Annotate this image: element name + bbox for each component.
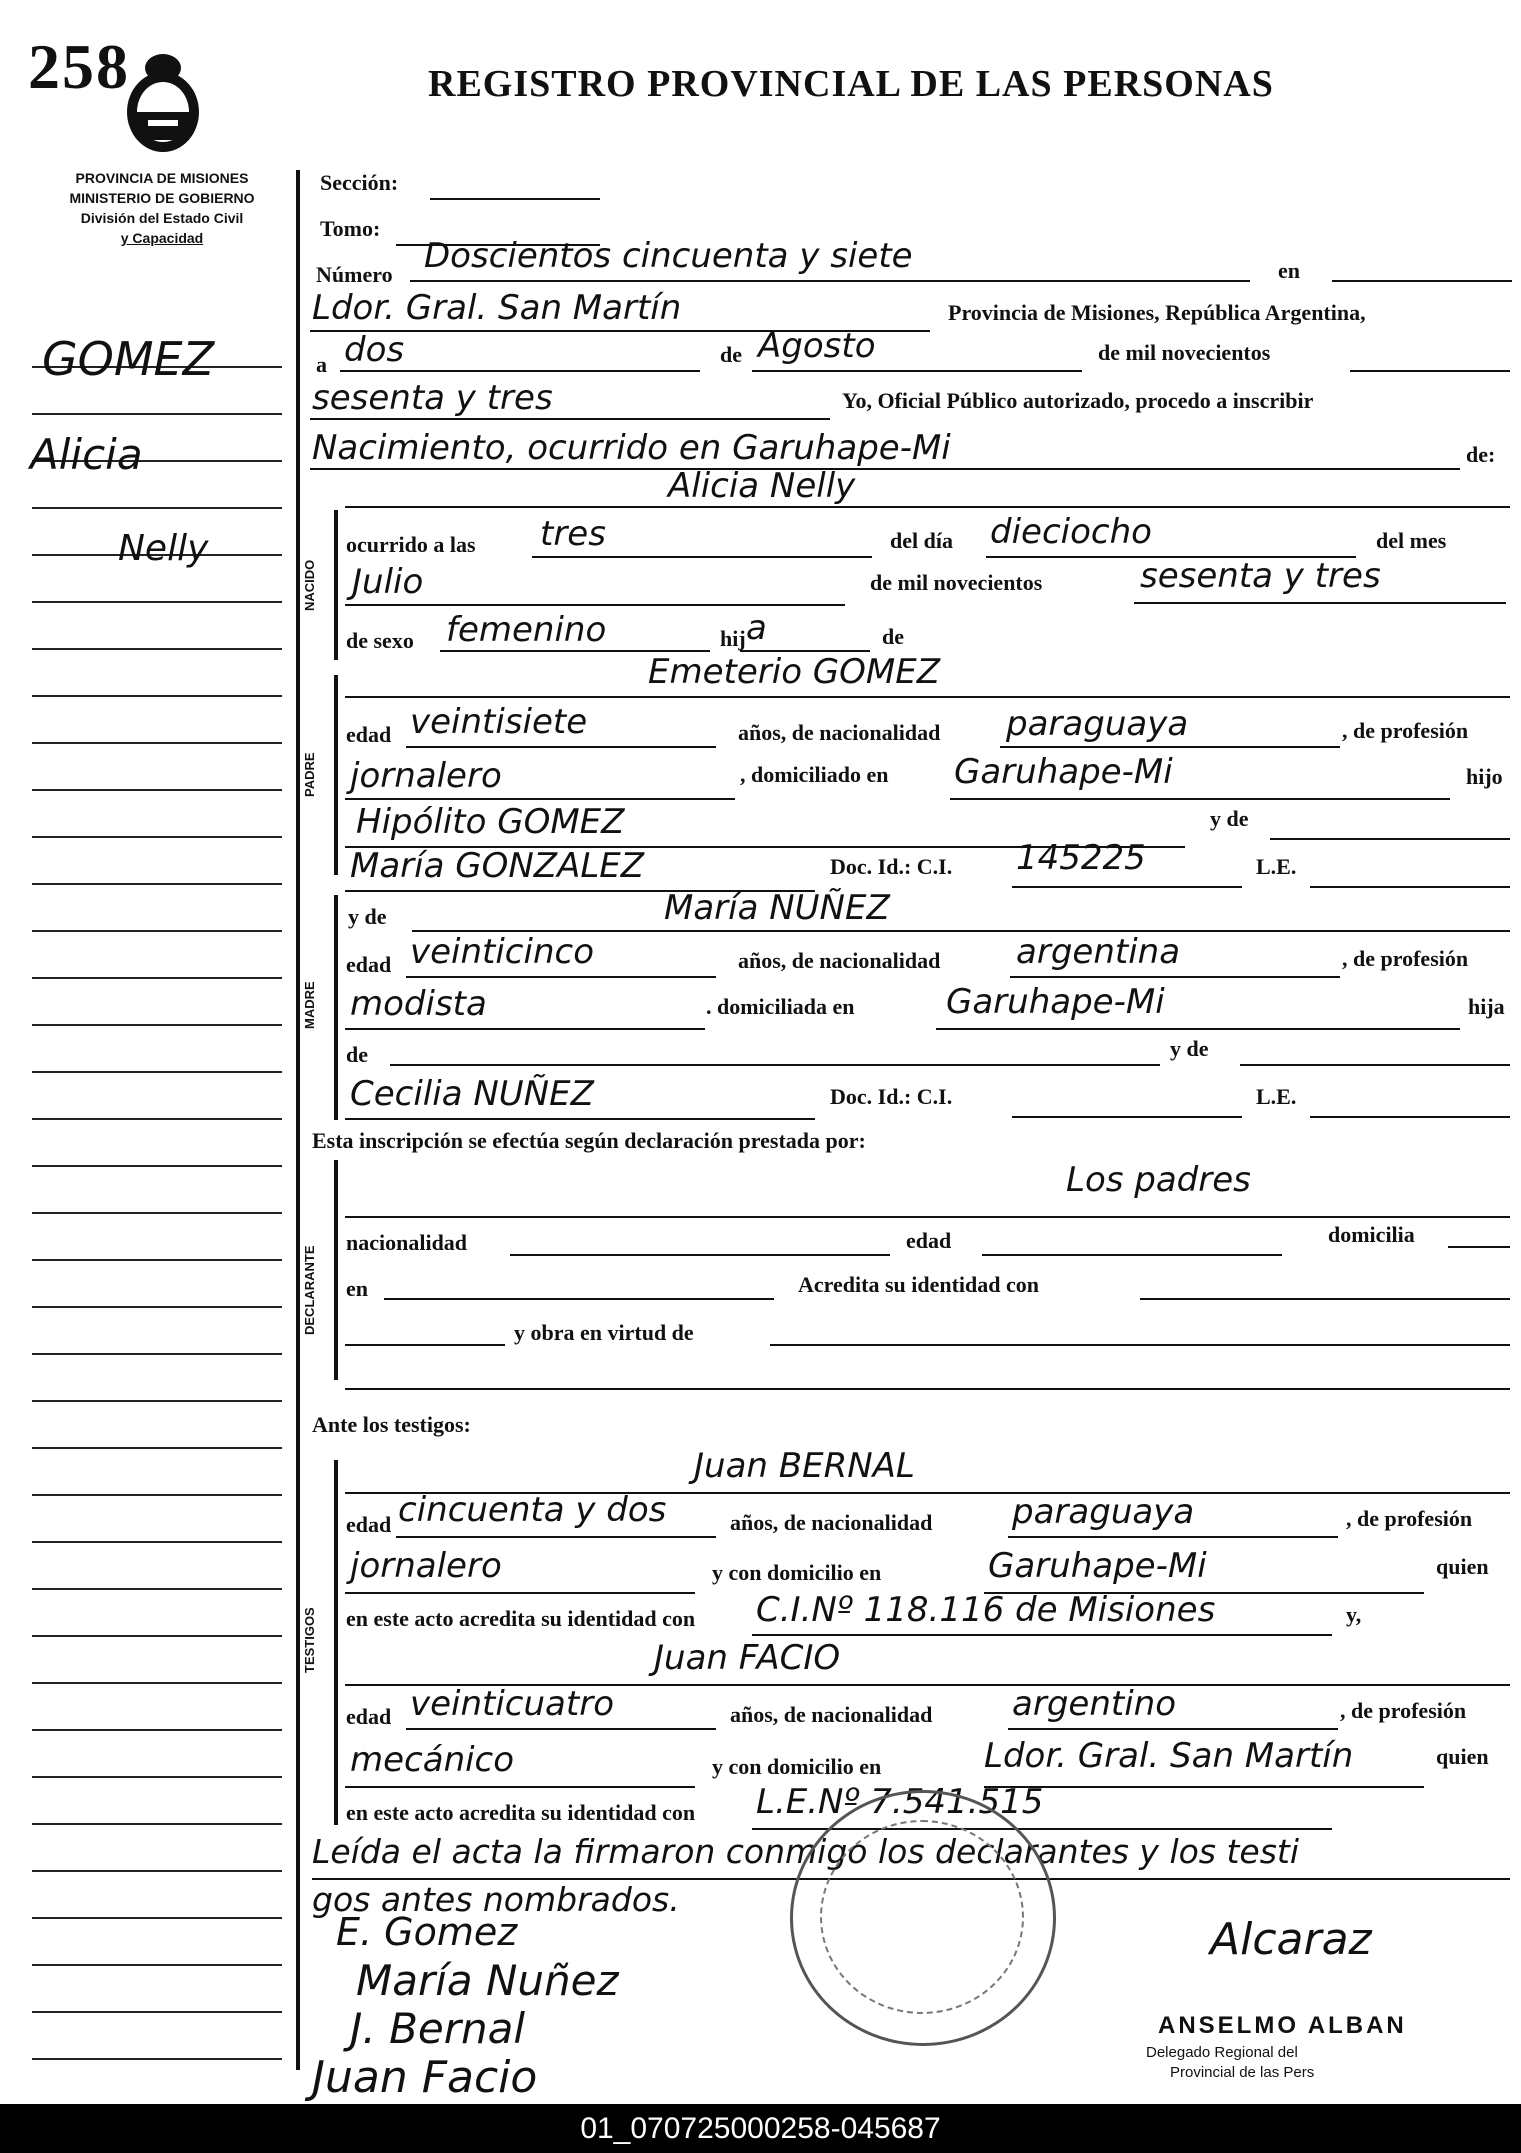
t1-value: Juan BERNAL (694, 1446, 915, 1486)
t2-prof-value: mecánico (350, 1740, 515, 1780)
padre-value: Emeterio GOMEZ (648, 652, 941, 692)
padre-label: PADRE (302, 752, 317, 798)
margin-line (32, 1447, 282, 1449)
obra-field (770, 1314, 1510, 1346)
padre-edad-value: veintisiete (410, 702, 588, 742)
madre-edad-value: veinticinco (410, 932, 594, 972)
declarante-bracket (334, 1160, 338, 1380)
decl-pre-field (345, 1314, 505, 1346)
hij-label: hij (720, 626, 746, 651)
anio-field-a (1350, 340, 1510, 372)
dia-nac-value: dieciocho (990, 512, 1152, 552)
de-label: de (720, 342, 742, 367)
madre-de-label: de (346, 1042, 368, 1067)
signature-mother: María Nuñez (356, 1956, 619, 2005)
madre-ci-field (1012, 1086, 1242, 1118)
margin-line (32, 742, 282, 744)
margin-line (32, 1870, 282, 1872)
signature-witness-1: J. Bernal (350, 2004, 526, 2053)
declarante-field (345, 1186, 1510, 1218)
margin-line (32, 1776, 282, 1778)
hijo-label: hijo (1466, 764, 1503, 789)
padre-doc-label: Doc. Id.: C.I. (830, 854, 953, 879)
t2-quien-label: quien (1436, 1744, 1489, 1769)
de-sexo-label: de sexo (346, 628, 414, 653)
declarante-value: Los padres (1066, 1160, 1251, 1200)
hora-value: tres (540, 514, 606, 554)
numero-value: Doscientos cincuenta y siete (424, 236, 913, 276)
dia-value: dos (344, 330, 405, 370)
de-mil2-label: de mil novecientos (870, 570, 1043, 595)
decl-edad-label: edad (906, 1228, 952, 1253)
en-field (1332, 250, 1512, 282)
t2-prof-label: , de profesión (1340, 1698, 1467, 1723)
ocurrido-label: ocurrido a las (346, 532, 476, 557)
margin-line (32, 1306, 282, 1308)
madre-edad-label: edad (346, 952, 392, 977)
margin-line (32, 695, 282, 697)
hij-suffix: a (746, 608, 767, 648)
t1-prof-value: jornalero (350, 1546, 502, 1586)
official-role-1: Delegado Regional del (1146, 2044, 1298, 2061)
margin-line (32, 1024, 282, 1026)
margin-line (32, 1729, 282, 1731)
margin-line (32, 2058, 282, 2060)
margin-line (32, 2011, 282, 2013)
abuela-m-value: Cecilia NUÑEZ (350, 1074, 594, 1114)
numero-label: Número (316, 262, 393, 287)
madre-y-de-label: y de (348, 904, 387, 929)
t1-acto-label: en este acto acredita su identidad con (346, 1606, 696, 1631)
nombre-field (345, 476, 1510, 508)
division-name: División del Estado Civil (80, 210, 244, 226)
padre-dom-value: Garuhape-Mi (954, 752, 1173, 792)
t1-y-label: y, (1346, 1602, 1362, 1627)
en-label: en (1278, 258, 1300, 283)
signature-father: E. Gomez (336, 1910, 518, 1954)
madre-doc-label: Doc. Id.: C.I. (830, 1084, 953, 1109)
padre-nac-value: paraguaya (1006, 704, 1189, 744)
sexo-value: femenino (446, 610, 607, 650)
t1-edad-label: edad (346, 1512, 392, 1537)
padre-edad-label: edad (346, 722, 392, 747)
margin-first-name: Alicia (30, 430, 143, 479)
closing-note-line2: gos antes nombrados. (312, 1880, 680, 1919)
margin-line (32, 1071, 282, 1073)
margin-line (32, 601, 282, 603)
margin-line (32, 977, 282, 979)
margin-line (32, 1400, 282, 1402)
padre-le-field (1310, 856, 1510, 888)
testigos-bracket (334, 1460, 338, 1825)
margin-line (32, 1635, 282, 1637)
decl-en-label: en (346, 1276, 368, 1301)
madre-value: María NUÑEZ (664, 888, 890, 928)
abuelo-m2-field (1240, 1034, 1510, 1066)
margin-line (32, 648, 282, 650)
abuela-value: María GONZALEZ (350, 846, 645, 886)
domiciliado-label: , domiciliado en (740, 762, 889, 787)
margin-line (32, 1118, 282, 1120)
padre-le-label: L.E. (1256, 854, 1297, 879)
t2-dom-label: y con domicilio en (712, 1754, 882, 1779)
testigos-label: TESTIGOS (302, 1607, 317, 1673)
padre-bracket (334, 675, 338, 875)
margin-line (32, 1541, 282, 1543)
official-stamp-inner (820, 1820, 1024, 2014)
madre-prof-label: , de profesión (1342, 946, 1469, 971)
official-name: ANSELMO ALBAN (1158, 2012, 1407, 2039)
madre-label: MADRE (302, 981, 317, 1029)
nombre-value: Alicia Nelly (668, 466, 856, 506)
margin-line (32, 883, 282, 885)
signature-witness-2: Juan Facio (312, 2052, 538, 2103)
inscripcion-label: Esta inscripción se efectúa según declaración prestada por: (312, 1128, 866, 1153)
madre-le-label: L.E. (1256, 1084, 1297, 1109)
de-label-2: de (882, 624, 904, 649)
t2-dom-value: Ldor. Gral. San Martín (984, 1736, 1354, 1776)
t1-quien-label: quien (1436, 1554, 1489, 1579)
margin-line (32, 1964, 282, 1966)
tomo-label: Tomo: (320, 216, 381, 241)
margin-line (32, 1917, 282, 1919)
margin-line (32, 1682, 282, 1684)
abuelo-value: Hipólito GOMEZ (356, 802, 625, 842)
margin-surname: GOMEZ (42, 332, 215, 386)
scan-id-footer: 01_070725000258-045687 (0, 2104, 1521, 2153)
margin-line (32, 1165, 282, 1167)
signature-official: Alcaraz (1210, 1914, 1372, 1965)
margin-rule (296, 170, 300, 2070)
t2-nac-label: años, de nacionalidad (730, 1702, 933, 1727)
padre-nac-label: años, de nacionalidad (738, 720, 941, 745)
issuer-block (30, 168, 294, 248)
anio-nac-value: sesenta y tres (1140, 556, 1381, 596)
decl-nacionalidad-field (510, 1224, 890, 1256)
mes-nac-value: Julio (352, 562, 424, 602)
obra-label: y obra en virtud de (514, 1320, 694, 1345)
margin-line (32, 507, 282, 509)
decl-edad-field (982, 1224, 1282, 1256)
margin-line (32, 836, 282, 838)
margin-line (32, 1353, 282, 1355)
ministry-name: MINISTERIO DE GOBIERNO (69, 190, 255, 206)
de-mil-label: de mil novecientos (1098, 340, 1271, 365)
madre-nac-label: años, de nacionalidad (738, 948, 941, 973)
nacido-bracket (334, 510, 338, 660)
padre-ci-value: 145225 (1016, 838, 1146, 878)
coat-of-arms-icon (118, 46, 208, 158)
t1-prof-label: , de profesión (1346, 1506, 1473, 1531)
decl-domicilio-label: domicilia (1328, 1222, 1415, 1247)
decl-extra-field (345, 1358, 1510, 1390)
margin-line (32, 1259, 282, 1261)
province-name: PROVINCIA DE MISIONES (75, 170, 249, 186)
decl-en-field (384, 1268, 774, 1300)
padre-prof-value: jornalero (350, 756, 502, 796)
yo-label: Yo, Oficial Público autorizado, procedo a inscribir (842, 388, 1314, 413)
madre-le-field (1310, 1086, 1510, 1118)
margin-line (32, 930, 282, 932)
seccion-label: Sección: (320, 170, 399, 195)
lugar-value: Ldor. Gral. San Martín (312, 288, 682, 328)
division-capacity: y Capacidad (120, 230, 204, 246)
ante-testigos-label: Ante los testigos: (312, 1412, 471, 1437)
mes-value: Agosto (758, 326, 876, 366)
margin-line (32, 789, 282, 791)
t1-nac-value: paraguaya (1012, 1492, 1195, 1532)
document-number: 258 (28, 31, 130, 102)
t2-acto-label: en este acto acredita su identidad con (346, 1800, 696, 1825)
t2-field (345, 1654, 1510, 1686)
margin-line (32, 1212, 282, 1214)
page-title: REGISTRO PROVINCIAL DE LAS PERSONAS (428, 63, 1274, 105)
t1-dom-value: Garuhape-Mi (988, 1546, 1207, 1586)
padre-prof-label: , de profesión (1342, 718, 1469, 743)
anio-value: sesenta y tres (312, 378, 553, 418)
de-colon-label: de: (1466, 442, 1496, 467)
abuelo-m-field (390, 1034, 1160, 1066)
margin-line (32, 1588, 282, 1590)
domiciliada-label: . domiciliada en (706, 994, 855, 1019)
decl-acredita-field (1140, 1268, 1510, 1300)
t2-edad-value: veinticuatro (410, 1684, 614, 1724)
t2-edad-label: edad (346, 1704, 392, 1729)
t1-edad-value: cincuenta y dos (398, 1490, 667, 1530)
closing-note-line1: Leída el acta la firmaron conmigo los declarantes y los testi (312, 1832, 1300, 1871)
official-role-2: Provincial de las Pers (1170, 2064, 1315, 2081)
t1-nac-label: años, de nacionalidad (730, 1510, 933, 1535)
t1-dom-label: y con domicilio en (712, 1560, 882, 1585)
margin-line (32, 1494, 282, 1496)
madre-field (412, 900, 1510, 932)
nacido-label: NACIDO (302, 559, 317, 611)
margin-line (32, 413, 282, 415)
margin-second-name: Nelly (118, 528, 209, 569)
abuelo-2-field (1270, 808, 1510, 840)
t2-value: Juan FACIO (654, 1638, 841, 1678)
a-label: a (316, 352, 327, 377)
seccion-field (430, 168, 600, 200)
t2-id-value: L.E.Nº 7.541.515 (756, 1782, 1044, 1822)
provincia-label: Provincia de Misiones, República Argentina, (948, 300, 1366, 325)
t2-nac-value: argentino (1012, 1684, 1176, 1724)
decl-domicilio-field (1448, 1216, 1510, 1248)
acredita-label: Acredita su identidad con (798, 1272, 1040, 1297)
del-dia-label: del día (890, 528, 953, 553)
madre-prof-value: modista (350, 984, 487, 1024)
decl-nacionalidad-label: nacionalidad (346, 1230, 468, 1255)
acto-value: Nacimiento, ocurrido en Garuhape-Mi (312, 428, 951, 468)
madre-dom-value: Garuhape-Mi (946, 982, 1165, 1022)
y-de-label: y de (1210, 806, 1249, 831)
hija-label: hija (1468, 994, 1505, 1019)
margin-line (32, 1823, 282, 1825)
declarante-label: DECLARANTE (302, 1245, 317, 1335)
madre-nac-value: argentina (1016, 932, 1181, 972)
madre-bracket (334, 895, 338, 1120)
t1-id-value: C.I.Nº 118.116 de Misiones (756, 1590, 1216, 1630)
del-mes-label: del mes (1376, 528, 1447, 553)
madre-y-de-label-2: y de (1170, 1036, 1209, 1061)
